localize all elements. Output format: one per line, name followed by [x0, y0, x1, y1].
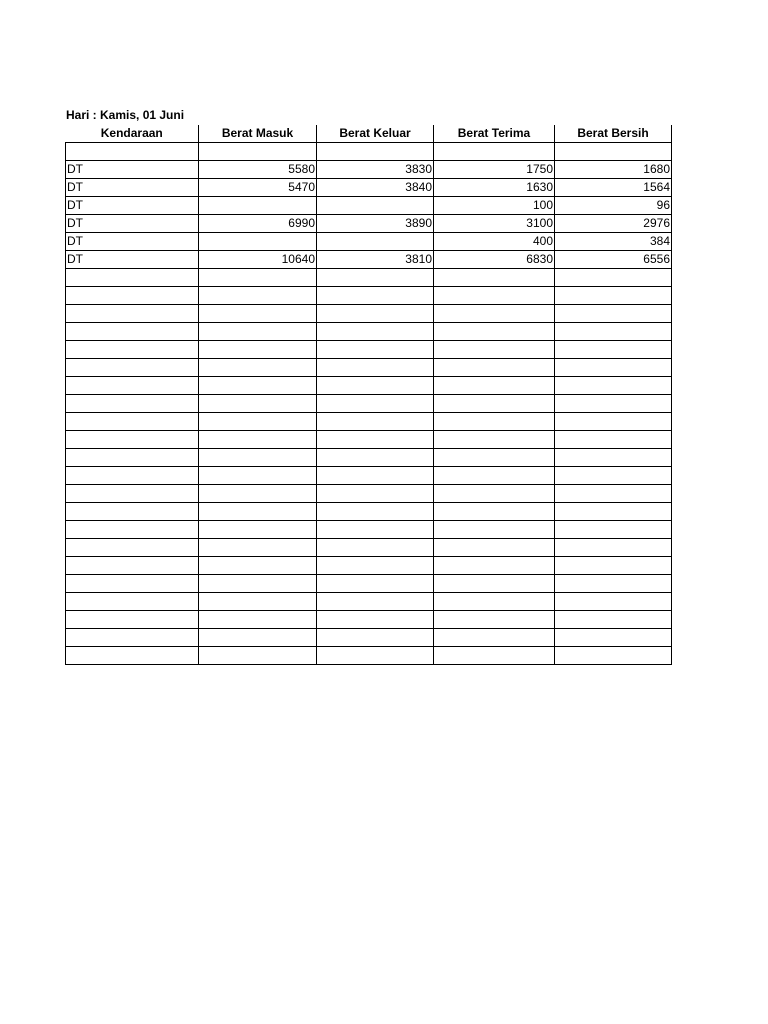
berat-masuk-cell[interactable]	[199, 647, 317, 665]
berat-bersih-cell[interactable]	[555, 575, 672, 593]
berat-bersih-cell[interactable]	[555, 305, 672, 323]
table-row	[66, 593, 672, 611]
berat-keluar-cell[interactable]	[317, 305, 434, 323]
header-kendaraan: Kendaraan	[66, 125, 199, 143]
berat-masuk-cell[interactable]	[199, 377, 317, 395]
table-row	[66, 647, 672, 665]
berat-bersih-cell[interactable]: 1680	[555, 161, 672, 179]
berat-terima-cell[interactable]: 1630	[434, 179, 555, 197]
berat-bersih-cell[interactable]	[555, 611, 672, 629]
berat-keluar-cell[interactable]	[317, 233, 434, 251]
berat-terima-cell[interactable]	[434, 323, 555, 341]
berat-terima-cell[interactable]	[434, 557, 555, 575]
berat-terima-cell[interactable]: 6830	[434, 251, 555, 269]
table-row	[66, 197, 672, 215]
berat-masuk-cell[interactable]	[199, 449, 317, 467]
kendaraan-cell[interactable]	[66, 341, 199, 359]
berat-keluar-cell[interactable]	[317, 413, 434, 431]
berat-keluar-cell[interactable]: 3830	[317, 161, 434, 179]
kendaraan-cell[interactable]: DT	[66, 215, 199, 233]
kendaraan-cell[interactable]	[66, 305, 199, 323]
berat-bersih-cell[interactable]	[555, 557, 672, 575]
berat-bersih-cell[interactable]	[555, 287, 672, 305]
header-berat-terima: Berat Terima	[434, 125, 555, 143]
berat-masuk-cell[interactable]	[199, 395, 317, 413]
berat-bersih-cell[interactable]: 1564	[555, 179, 672, 197]
kendaraan-cell[interactable]	[66, 629, 199, 647]
berat-terima-cell[interactable]	[434, 377, 555, 395]
berat-bersih-cell[interactable]	[555, 323, 672, 341]
berat-terima-cell[interactable]: 400	[434, 233, 555, 251]
table-row	[66, 467, 672, 485]
berat-keluar-cell[interactable]	[317, 287, 434, 305]
berat-keluar-cell[interactable]	[317, 323, 434, 341]
berat-keluar-cell[interactable]	[317, 449, 434, 467]
berat-bersih-cell[interactable]	[555, 377, 672, 395]
berat-masuk-cell[interactable]	[199, 143, 317, 161]
berat-masuk-cell[interactable]: 6990	[199, 215, 317, 233]
berat-bersih-cell[interactable]	[555, 143, 672, 161]
berat-masuk-cell[interactable]: 5470	[199, 179, 317, 197]
table-row	[66, 611, 672, 629]
berat-masuk-cell[interactable]	[199, 467, 317, 485]
berat-masuk-cell[interactable]	[199, 431, 317, 449]
berat-bersih-cell[interactable]	[555, 269, 672, 287]
berat-bersih-cell[interactable]	[555, 503, 672, 521]
kendaraan-cell[interactable]: DT	[66, 161, 199, 179]
kendaraan-cell[interactable]	[66, 323, 199, 341]
berat-terima-cell[interactable]	[434, 143, 555, 161]
berat-keluar-cell[interactable]: 3890	[317, 215, 434, 233]
table-row	[66, 269, 672, 287]
berat-terima-cell[interactable]	[434, 467, 555, 485]
kendaraan-cell[interactable]	[66, 647, 199, 665]
berat-keluar-cell[interactable]	[317, 503, 434, 521]
berat-terima-cell[interactable]	[434, 395, 555, 413]
berat-terima-cell[interactable]	[434, 269, 555, 287]
header-berat-masuk: Berat Masuk	[199, 125, 317, 143]
berat-terima-cell[interactable]	[434, 521, 555, 539]
kendaraan-cell[interactable]	[66, 449, 199, 467]
table-row	[66, 431, 672, 449]
berat-terima-cell[interactable]	[434, 449, 555, 467]
kendaraan-cell[interactable]	[66, 359, 199, 377]
berat-masuk-cell[interactable]	[199, 413, 317, 431]
berat-bersih-cell[interactable]	[555, 413, 672, 431]
berat-bersih-cell[interactable]	[555, 485, 672, 503]
table-row	[66, 449, 672, 467]
kendaraan-cell[interactable]	[66, 467, 199, 485]
berat-terima-cell[interactable]	[434, 413, 555, 431]
berat-bersih-cell[interactable]	[555, 449, 672, 467]
berat-keluar-cell[interactable]	[317, 593, 434, 611]
table-row	[66, 377, 672, 395]
berat-keluar-cell[interactable]	[317, 647, 434, 665]
berat-terima-cell[interactable]	[434, 485, 555, 503]
table-row	[66, 413, 672, 431]
berat-bersih-cell[interactable]	[555, 431, 672, 449]
table-row	[66, 251, 672, 269]
berat-masuk-cell[interactable]	[199, 611, 317, 629]
berat-keluar-cell[interactable]: 3810	[317, 251, 434, 269]
table-row	[66, 215, 672, 233]
berat-masuk-cell[interactable]	[199, 359, 317, 377]
berat-bersih-cell[interactable]	[555, 629, 672, 647]
berat-terima-cell[interactable]	[434, 611, 555, 629]
table-body	[66, 143, 672, 665]
table-row	[66, 539, 672, 557]
berat-keluar-cell[interactable]	[317, 377, 434, 395]
table-row	[66, 161, 672, 179]
kendaraan-cell[interactable]	[66, 143, 199, 161]
berat-keluar-cell[interactable]	[317, 143, 434, 161]
berat-masuk-cell[interactable]	[199, 269, 317, 287]
table-row	[66, 305, 672, 323]
berat-keluar-cell[interactable]	[317, 269, 434, 287]
berat-terima-cell[interactable]	[434, 629, 555, 647]
berat-bersih-cell[interactable]	[555, 593, 672, 611]
kendaraan-cell[interactable]: DT	[66, 251, 199, 269]
kendaraan-cell[interactable]: DT	[66, 233, 199, 251]
berat-bersih-cell[interactable]	[555, 341, 672, 359]
berat-bersih-cell[interactable]: 384	[555, 233, 672, 251]
kendaraan-cell[interactable]	[66, 395, 199, 413]
berat-bersih-cell[interactable]	[555, 539, 672, 557]
kendaraan-cell[interactable]	[66, 431, 199, 449]
sheet-title: Hari : Kamis, 01 Juni	[66, 108, 185, 122]
kendaraan-cell[interactable]	[66, 575, 199, 593]
berat-bersih-cell[interactable]	[555, 521, 672, 539]
berat-keluar-cell[interactable]	[317, 485, 434, 503]
header-berat-bersih: Berat Bersih	[555, 125, 672, 143]
header-berat-keluar: Berat Keluar	[317, 125, 434, 143]
table-row	[66, 503, 672, 521]
kendaraan-cell[interactable]: DT	[66, 197, 199, 215]
berat-terima-cell[interactable]	[434, 593, 555, 611]
berat-keluar-cell[interactable]	[317, 611, 434, 629]
kendaraan-cell[interactable]	[66, 539, 199, 557]
berat-masuk-cell[interactable]	[199, 503, 317, 521]
berat-terima-cell[interactable]	[434, 575, 555, 593]
berat-masuk-cell[interactable]	[199, 341, 317, 359]
berat-keluar-cell[interactable]	[317, 197, 434, 215]
berat-bersih-cell[interactable]: 6556	[555, 251, 672, 269]
berat-keluar-cell[interactable]	[317, 359, 434, 377]
table-row	[66, 143, 672, 161]
berat-keluar-cell[interactable]	[317, 629, 434, 647]
berat-masuk-cell[interactable]	[199, 287, 317, 305]
berat-terima-cell[interactable]	[434, 503, 555, 521]
berat-terima-cell[interactable]: 3100	[434, 215, 555, 233]
berat-keluar-cell[interactable]: 3840	[317, 179, 434, 197]
weight-table	[65, 125, 672, 665]
berat-terima-cell[interactable]	[434, 287, 555, 305]
kendaraan-cell[interactable]	[66, 413, 199, 431]
berat-bersih-cell[interactable]	[555, 647, 672, 665]
kendaraan-cell[interactable]	[66, 611, 199, 629]
berat-terima-cell[interactable]	[434, 647, 555, 665]
berat-masuk-cell[interactable]	[199, 539, 317, 557]
berat-keluar-cell[interactable]	[317, 557, 434, 575]
berat-bersih-cell[interactable]	[555, 359, 672, 377]
berat-masuk-cell[interactable]	[199, 197, 317, 215]
berat-bersih-cell[interactable]	[555, 395, 672, 413]
berat-terima-cell[interactable]: 1750	[434, 161, 555, 179]
berat-masuk-cell[interactable]	[199, 305, 317, 323]
berat-keluar-cell[interactable]	[317, 575, 434, 593]
table-row	[66, 629, 672, 647]
berat-terima-cell[interactable]	[434, 431, 555, 449]
berat-masuk-cell[interactable]	[199, 233, 317, 251]
berat-masuk-cell[interactable]	[199, 557, 317, 575]
table-row	[66, 179, 672, 197]
berat-bersih-cell[interactable]	[555, 467, 672, 485]
kendaraan-cell[interactable]	[66, 377, 199, 395]
kendaraan-cell[interactable]	[66, 521, 199, 539]
berat-masuk-cell[interactable]: 10640	[199, 251, 317, 269]
kendaraan-cell[interactable]	[66, 287, 199, 305]
berat-keluar-cell[interactable]	[317, 341, 434, 359]
table-row	[66, 557, 672, 575]
berat-terima-cell[interactable]	[434, 305, 555, 323]
kendaraan-cell[interactable]	[66, 557, 199, 575]
header-row	[66, 125, 672, 143]
berat-masuk-cell[interactable]	[199, 593, 317, 611]
berat-bersih-cell[interactable]: 2976	[555, 215, 672, 233]
berat-masuk-cell[interactable]	[199, 575, 317, 593]
kendaraan-cell[interactable]: DT	[66, 179, 199, 197]
berat-bersih-cell[interactable]: 96	[555, 197, 672, 215]
berat-masuk-cell[interactable]	[199, 521, 317, 539]
table-row	[66, 341, 672, 359]
table-row	[66, 233, 672, 251]
kendaraan-cell[interactable]	[66, 269, 199, 287]
berat-terima-cell[interactable]: 100	[434, 197, 555, 215]
kendaraan-cell[interactable]	[66, 485, 199, 503]
berat-keluar-cell[interactable]	[317, 521, 434, 539]
table-row	[66, 485, 672, 503]
berat-keluar-cell[interactable]	[317, 431, 434, 449]
table-row	[66, 521, 672, 539]
kendaraan-cell[interactable]	[66, 503, 199, 521]
berat-terima-cell[interactable]	[434, 359, 555, 377]
berat-masuk-cell[interactable]	[199, 323, 317, 341]
berat-keluar-cell[interactable]	[317, 395, 434, 413]
berat-masuk-cell[interactable]	[199, 629, 317, 647]
berat-masuk-cell[interactable]	[199, 485, 317, 503]
table-row	[66, 575, 672, 593]
table-row	[66, 287, 672, 305]
berat-terima-cell[interactable]	[434, 539, 555, 557]
table-row	[66, 395, 672, 413]
table-row	[66, 323, 672, 341]
berat-keluar-cell[interactable]	[317, 467, 434, 485]
berat-masuk-cell[interactable]: 5580	[199, 161, 317, 179]
table-row	[66, 359, 672, 377]
berat-terima-cell[interactable]	[434, 341, 555, 359]
berat-keluar-cell[interactable]	[317, 539, 434, 557]
kendaraan-cell[interactable]	[66, 593, 199, 611]
